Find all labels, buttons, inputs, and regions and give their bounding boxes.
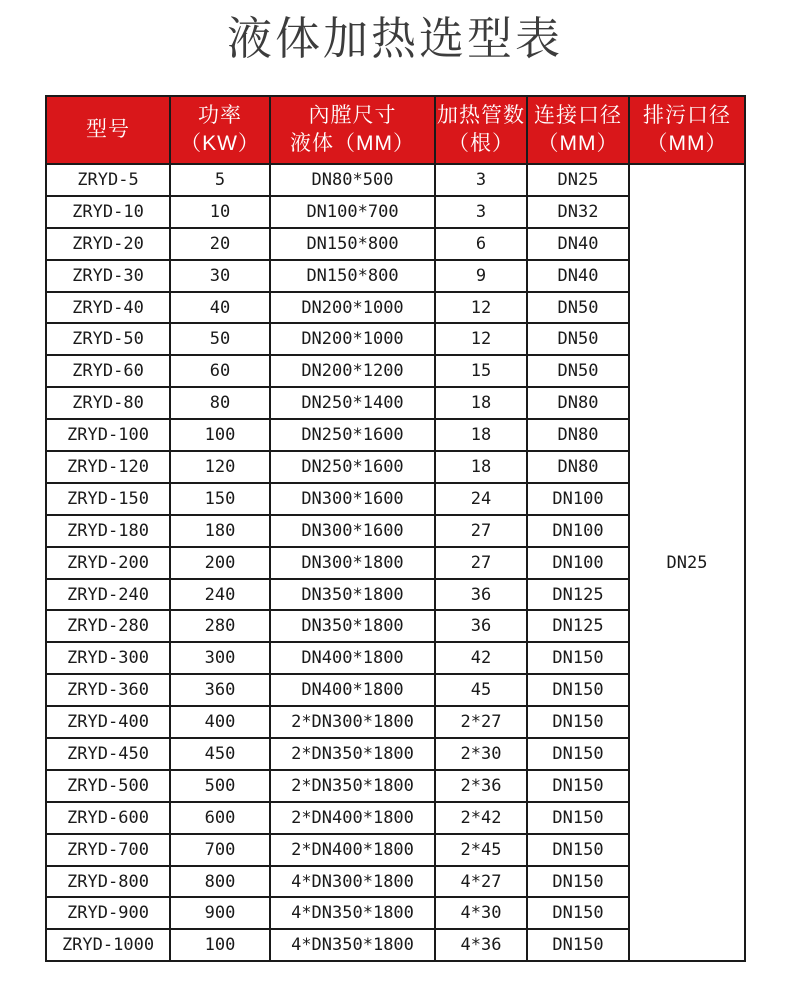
cell-power: 500 bbox=[170, 770, 270, 802]
cell-size: DN150*800 bbox=[270, 260, 435, 292]
cell-model: ZRYD-60 bbox=[46, 355, 170, 387]
cell-conn: DN25 bbox=[527, 164, 629, 196]
column-header-power-line: 功率 bbox=[198, 104, 242, 127]
cell-size: 4*DN350*1800 bbox=[270, 929, 435, 961]
cell-tubes: 18 bbox=[435, 451, 527, 483]
column-header-size-line: 內膛尺寸 bbox=[308, 104, 397, 127]
cell-model: ZRYD-400 bbox=[46, 706, 170, 738]
cell-conn: DN150 bbox=[527, 642, 629, 674]
cell-conn: DN50 bbox=[527, 323, 629, 355]
cell-conn: DN80 bbox=[527, 387, 629, 419]
cell-model: ZRYD-80 bbox=[46, 387, 170, 419]
cell-power: 700 bbox=[170, 834, 270, 866]
cell-power: 900 bbox=[170, 897, 270, 929]
cell-tubes: 2*42 bbox=[435, 802, 527, 834]
column-header-model bbox=[46, 96, 170, 164]
cell-power: 60 bbox=[170, 355, 270, 387]
cell-power: 280 bbox=[170, 610, 270, 642]
cell-tubes: 2*45 bbox=[435, 834, 527, 866]
column-header-conn bbox=[527, 96, 629, 164]
cell-model: ZRYD-800 bbox=[46, 866, 170, 898]
cell-model: ZRYD-5 bbox=[46, 164, 170, 196]
cell-size: 4*DN300*1800 bbox=[270, 866, 435, 898]
cell-conn: DN150 bbox=[527, 866, 629, 898]
cell-size: DN300*1600 bbox=[270, 515, 435, 547]
cell-size: 2*DN350*1800 bbox=[270, 770, 435, 802]
cell-conn: DN40 bbox=[527, 260, 629, 292]
cell-power: 50 bbox=[170, 323, 270, 355]
cell-power: 30 bbox=[170, 260, 270, 292]
cell-model: ZRYD-100 bbox=[46, 419, 170, 451]
cell-model: ZRYD-120 bbox=[46, 451, 170, 483]
cell-size: 2*DN350*1800 bbox=[270, 738, 435, 770]
cell-conn: DN150 bbox=[527, 897, 629, 929]
cell-conn: DN32 bbox=[527, 196, 629, 228]
cell-power: 240 bbox=[170, 579, 270, 611]
table-header bbox=[46, 96, 745, 164]
cell-power: 120 bbox=[170, 451, 270, 483]
cell-size: DN350*1800 bbox=[270, 579, 435, 611]
cell-conn: DN100 bbox=[527, 547, 629, 579]
cell-conn: DN150 bbox=[527, 738, 629, 770]
cell-tubes: 27 bbox=[435, 515, 527, 547]
cell-model: ZRYD-700 bbox=[46, 834, 170, 866]
column-header-tubes-line: 加热管数 bbox=[437, 104, 525, 127]
cell-tubes: 12 bbox=[435, 292, 527, 324]
cell-model: ZRYD-280 bbox=[46, 610, 170, 642]
cell-size: DN350*1800 bbox=[270, 610, 435, 642]
cell-size: DN400*1800 bbox=[270, 642, 435, 674]
cell-power: 10 bbox=[170, 196, 270, 228]
table-row bbox=[46, 164, 745, 196]
cell-tubes: 2*36 bbox=[435, 770, 527, 802]
cell-model: ZRYD-10 bbox=[46, 196, 170, 228]
cell-power: 800 bbox=[170, 866, 270, 898]
cell-size: DN250*1400 bbox=[270, 387, 435, 419]
cell-power: 180 bbox=[170, 515, 270, 547]
cell-conn: DN50 bbox=[527, 292, 629, 324]
cell-power: 100 bbox=[170, 419, 270, 451]
cell-model: ZRYD-240 bbox=[46, 579, 170, 611]
cell-model: ZRYD-500 bbox=[46, 770, 170, 802]
column-header-power-line: （KW） bbox=[180, 132, 260, 155]
cell-conn: DN125 bbox=[527, 610, 629, 642]
cell-tubes: 18 bbox=[435, 419, 527, 451]
cell-tubes: 4*36 bbox=[435, 929, 527, 961]
cell-conn: DN150 bbox=[527, 802, 629, 834]
cell-tubes: 18 bbox=[435, 387, 527, 419]
cell-power: 20 bbox=[170, 228, 270, 260]
cell-model: ZRYD-40 bbox=[46, 292, 170, 324]
cell-conn: DN80 bbox=[527, 419, 629, 451]
cell-conn: DN100 bbox=[527, 483, 629, 515]
selection-table bbox=[45, 95, 746, 962]
cell-tubes: 45 bbox=[435, 674, 527, 706]
cell-tubes: 2*30 bbox=[435, 738, 527, 770]
cell-conn: DN100 bbox=[527, 515, 629, 547]
cell-tubes: 4*30 bbox=[435, 897, 527, 929]
cell-power: 400 bbox=[170, 706, 270, 738]
table-header-row bbox=[46, 96, 745, 164]
column-header-drain-line: 排污口径 bbox=[643, 104, 731, 127]
cell-size: DN250*1600 bbox=[270, 451, 435, 483]
column-header-drain-line: （MM） bbox=[646, 132, 728, 155]
cell-model: ZRYD-150 bbox=[46, 483, 170, 515]
cell-size: DN150*800 bbox=[270, 228, 435, 260]
cell-tubes: 3 bbox=[435, 164, 527, 196]
column-header-tubes bbox=[435, 96, 527, 164]
cell-tubes: 24 bbox=[435, 483, 527, 515]
column-header-power bbox=[170, 96, 270, 164]
cell-size: 2*DN400*1800 bbox=[270, 834, 435, 866]
cell-power: 5 bbox=[170, 164, 270, 196]
cell-model: ZRYD-1000 bbox=[46, 929, 170, 961]
cell-conn: DN150 bbox=[527, 929, 629, 961]
cell-conn: DN125 bbox=[527, 579, 629, 611]
cell-conn: DN150 bbox=[527, 674, 629, 706]
drain-merged-cell: DN25 bbox=[629, 164, 745, 961]
cell-power: 450 bbox=[170, 738, 270, 770]
cell-tubes: 12 bbox=[435, 323, 527, 355]
column-header-drain bbox=[629, 96, 745, 164]
cell-tubes: 15 bbox=[435, 355, 527, 387]
cell-tubes: 4*27 bbox=[435, 866, 527, 898]
cell-size: DN200*1000 bbox=[270, 292, 435, 324]
cell-power: 300 bbox=[170, 642, 270, 674]
cell-size: 2*DN400*1800 bbox=[270, 802, 435, 834]
column-header-tubes-line: （根） bbox=[448, 132, 514, 155]
cell-tubes: 36 bbox=[435, 610, 527, 642]
cell-size: DN250*1600 bbox=[270, 419, 435, 451]
cell-model: ZRYD-300 bbox=[46, 642, 170, 674]
cell-size: DN200*1000 bbox=[270, 323, 435, 355]
cell-size: DN100*700 bbox=[270, 196, 435, 228]
cell-model: ZRYD-50 bbox=[46, 323, 170, 355]
column-header-conn-line: 连接口径 bbox=[534, 104, 622, 127]
cell-model: ZRYD-200 bbox=[46, 547, 170, 579]
column-header-conn-line: （MM） bbox=[537, 132, 619, 155]
cell-power: 200 bbox=[170, 547, 270, 579]
cell-power: 360 bbox=[170, 674, 270, 706]
page-title: 液体加热选型表 bbox=[226, 13, 563, 64]
cell-size: DN300*1800 bbox=[270, 547, 435, 579]
cell-model: ZRYD-900 bbox=[46, 897, 170, 929]
cell-model: ZRYD-30 bbox=[46, 260, 170, 292]
cell-model: ZRYD-20 bbox=[46, 228, 170, 260]
cell-size: 4*DN350*1800 bbox=[270, 897, 435, 929]
cell-conn: DN40 bbox=[527, 228, 629, 260]
cell-power: 100 bbox=[170, 929, 270, 961]
cell-model: ZRYD-180 bbox=[46, 515, 170, 547]
cell-conn: DN80 bbox=[527, 451, 629, 483]
cell-size: DN400*1800 bbox=[270, 674, 435, 706]
cell-tubes: 3 bbox=[435, 196, 527, 228]
cell-conn: DN150 bbox=[527, 834, 629, 866]
cell-conn: DN150 bbox=[527, 770, 629, 802]
cell-tubes: 2*27 bbox=[435, 706, 527, 738]
cell-size: 2*DN300*1800 bbox=[270, 706, 435, 738]
cell-power: 80 bbox=[170, 387, 270, 419]
cell-model: ZRYD-600 bbox=[46, 802, 170, 834]
cell-power: 150 bbox=[170, 483, 270, 515]
column-header-size-line: 液体（MM） bbox=[290, 132, 415, 155]
cell-tubes: 36 bbox=[435, 579, 527, 611]
cell-tubes: 27 bbox=[435, 547, 527, 579]
cell-power: 600 bbox=[170, 802, 270, 834]
column-header-size bbox=[270, 96, 435, 164]
cell-tubes: 6 bbox=[435, 228, 527, 260]
cell-tubes: 9 bbox=[435, 260, 527, 292]
cell-power: 40 bbox=[170, 292, 270, 324]
cell-size: DN300*1600 bbox=[270, 483, 435, 515]
cell-tubes: 42 bbox=[435, 642, 527, 674]
cell-conn: DN50 bbox=[527, 355, 629, 387]
cell-size: DN80*500 bbox=[270, 164, 435, 196]
cell-size: DN200*1200 bbox=[270, 355, 435, 387]
cell-model: ZRYD-360 bbox=[46, 674, 170, 706]
cell-conn: DN150 bbox=[527, 706, 629, 738]
cell-model: ZRYD-450 bbox=[46, 738, 170, 770]
column-header-model-line: 型号 bbox=[86, 118, 130, 141]
